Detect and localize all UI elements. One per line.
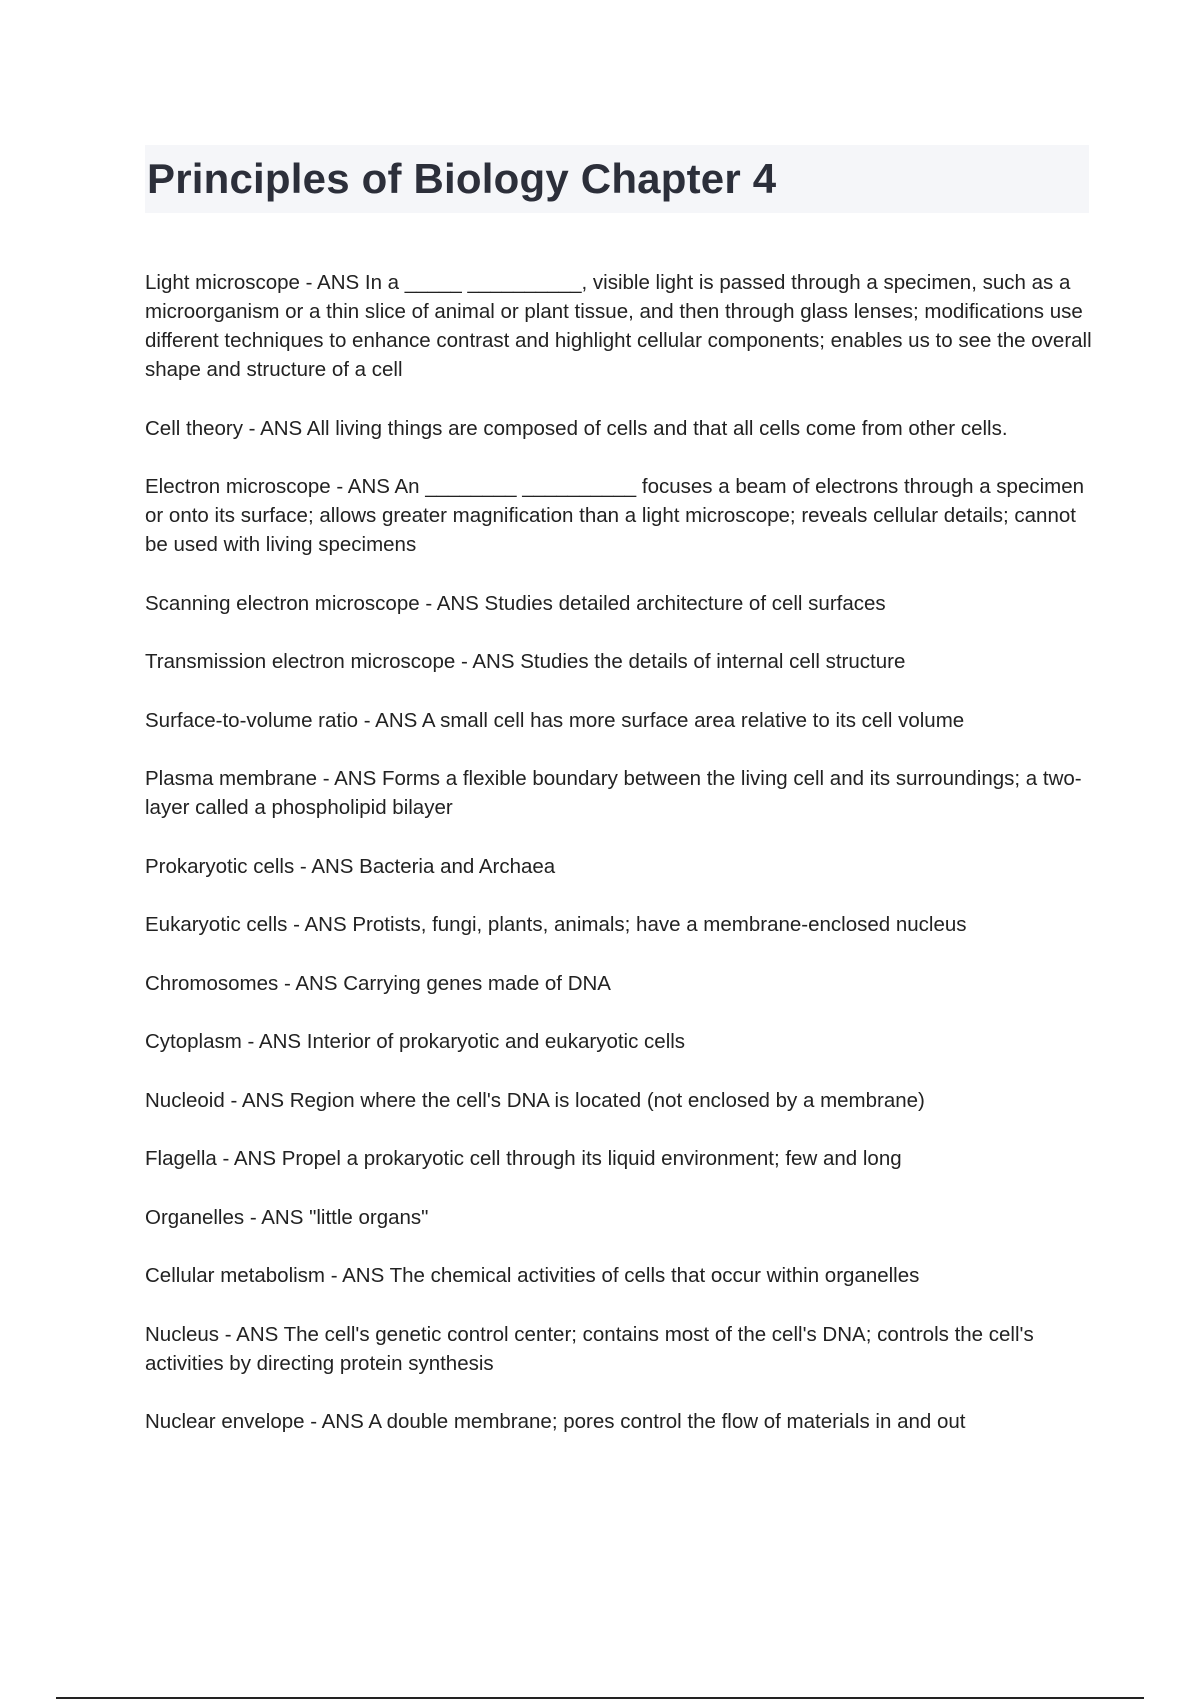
list-item: Cytoplasm - ANS Interior of prokaryotic and eukaryotic cells <box>145 1030 686 1053</box>
list-item: Cell theory - ANS All living things are composed of cells and that all cells come from other cells. <box>145 416 1008 440</box>
list-item: Surface-to-volume ratio - ANS A small cell has more surface area relative to its cell volume <box>145 708 965 732</box>
list-item: Plasma membrane - ANS Forms a flexible boundary between the living cell and its surroundings; a two-layer called a phospholipid bilayer <box>145 767 1082 819</box>
list-item: Nucleus - ANS The cell's genetic control center; contains most of the cell's DNA; controls the cell's activities by directing protein synthesis <box>145 1322 1034 1375</box>
list-item: Organelles - ANS "little organs" <box>145 1205 429 1229</box>
page-bottom-divider <box>56 1697 1144 1699</box>
list-item: Cellular metabolism - ANS The chemical activities of cells that occur within organelles <box>145 1264 920 1287</box>
list-item: Nuclear envelope - ANS A double membrane; pores control the flow of materials in and out <box>145 1410 966 1433</box>
list-item: Light microscope - ANS In a _____ __________, visible light is passed through a specimen, such as a microorganism or a thin slice of animal or plant tissue, and then through glass lenses; modifications use different techniques to enhance contrast and highlight cellular components; enables us to see the overall shape and structure of a cell <box>145 271 1092 381</box>
list-item: Scanning electron microscope - ANS Studies detailed architecture of cell surfaces <box>145 591 886 615</box>
page-title: Principles of Biology Chapter 4 <box>147 155 777 202</box>
list-item: Flagella - ANS Propel a prokaryotic cell through its liquid environment; few and long <box>145 1147 902 1170</box>
list-item: Prokaryotic cells - ANS Bacteria and Archaea <box>145 854 556 878</box>
list-item: Eukaryotic cells - ANS Protists, fungi, plants, animals; have a membrane-enclosed nucleus <box>145 913 967 936</box>
list-item: Nucleoid - ANS Region where the cell's DNA is located (not enclosed by a membrane) <box>145 1088 925 1112</box>
title-band <box>145 145 1089 213</box>
list-item: Transmission electron microscope - ANS Studies the details of internal cell structure <box>145 650 906 673</box>
list-item: Chromosomes - ANS Carrying genes made of DNA <box>145 971 611 995</box>
flashcard-list <box>145 268 1095 1466</box>
list-item: Electron microscope - ANS An ________ __________ focuses a beam of electrons through a specimen or onto its surface; allows greater magnification than a light microscope; reveals cellular details; cannot be used with living specimens <box>145 475 1085 556</box>
